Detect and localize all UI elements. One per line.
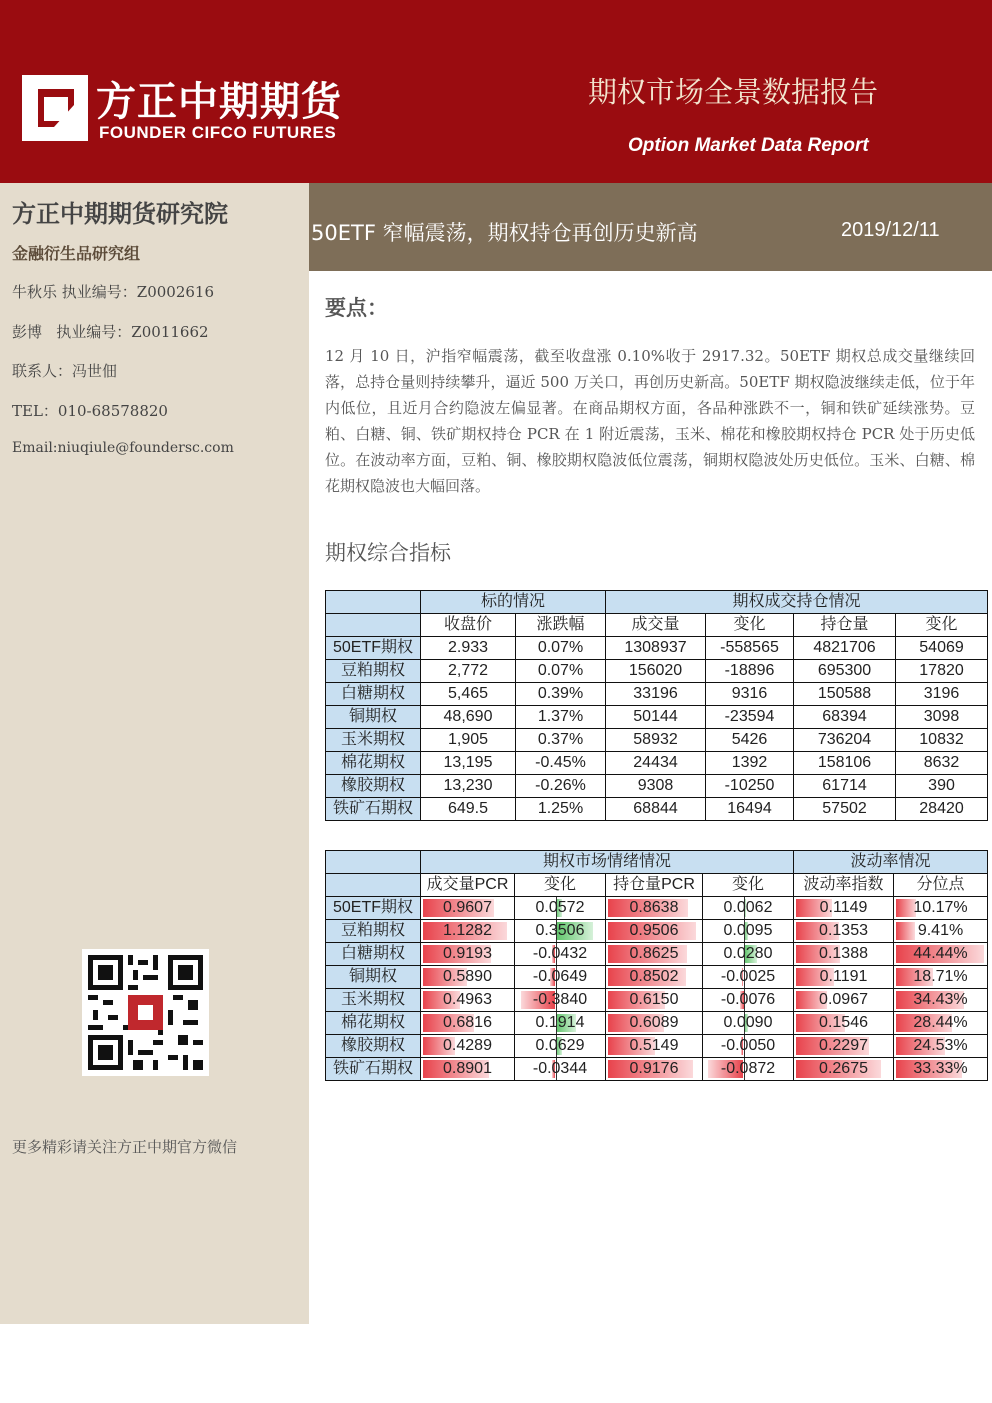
table-cell-oi-chg: 390 [896, 775, 988, 798]
table-cell-vol: 24434 [606, 752, 706, 775]
table-cell-opcr-chg [703, 1058, 794, 1081]
table-cell-opcr-chg [703, 1012, 794, 1035]
table-cell-oi: 695300 [794, 660, 896, 683]
row-label: 铁矿石期权 [326, 798, 421, 821]
table-cell-chg: 0.07% [516, 637, 606, 660]
row-label: 橡胶期权 [326, 775, 421, 798]
column-header: 成交量PCR [421, 874, 515, 897]
table-row [326, 706, 988, 729]
logo-text-cn: 方正中期期货 [96, 79, 342, 125]
wechat-qr-code [82, 949, 209, 1076]
table-cell-iv [794, 1035, 894, 1058]
row-label: 白糖期权 [326, 943, 421, 966]
org-name: 方正中期期货研究院 [12, 199, 228, 228]
table-cell-close: 2,772 [421, 660, 516, 683]
email[interactable]: Email:niuqiule@foundersc.com [12, 440, 234, 456]
table-cell-vol: 1308937 [606, 637, 706, 660]
table-row [326, 1035, 988, 1058]
cell-value: 44.44% [913, 945, 968, 962]
cell-value: 0.5890 [443, 968, 492, 985]
row-label: 豆粕期权 [326, 920, 421, 943]
table-row [326, 920, 988, 943]
contact-person: 联系人：冯世佃 [12, 362, 118, 380]
table-cell-chg: 1.25% [516, 798, 606, 821]
table-cell-oi: 150588 [794, 683, 896, 706]
cell-value: 0.2297 [819, 1037, 868, 1054]
table-cell-close: 5,465 [421, 683, 516, 706]
cell-value: 34.43% [913, 991, 968, 1008]
table-row [326, 989, 988, 1012]
corner-cell [326, 851, 421, 874]
column-header: 变化 [515, 874, 606, 897]
data-bar [896, 922, 915, 940]
table-cell-opcr [606, 989, 703, 1012]
table-cell-pct [894, 920, 988, 943]
table-cell-vpcr [421, 943, 515, 966]
cell-value: 0.1388 [819, 945, 868, 962]
report-title-cn: 期权市场全景数据报告 [588, 75, 879, 109]
table-cell-pct [894, 989, 988, 1012]
cell-value: 0.5149 [629, 1037, 679, 1054]
cell-value: -0.0076 [720, 991, 776, 1008]
report-date: 2019/12/11 [841, 219, 940, 241]
table-cell-vol-chg: -558565 [706, 637, 794, 660]
cell-value: 0.1353 [819, 922, 868, 939]
column-header: 持仓量 [794, 614, 896, 637]
table-cell-chg: 0.39% [516, 683, 606, 706]
cell-value: 18.71% [913, 968, 968, 985]
headline: 50ETF 窄幅震荡，期权持仓再创历史新高 [311, 221, 698, 245]
table-cell-vpcr [421, 1012, 515, 1035]
table-cell-vpcr-chg [515, 989, 606, 1012]
cell-value: 0.0280 [723, 945, 773, 962]
logo-text-en: FOUNDER CIFCO FUTURES [99, 123, 337, 142]
row-label: 豆粕期权 [326, 660, 421, 683]
cell-value: 0.9176 [629, 1060, 679, 1077]
table-cell-oi-chg: 54069 [896, 637, 988, 660]
table-cell-oi-chg: 10832 [896, 729, 988, 752]
section-heading: 期权综合指标 [325, 541, 451, 565]
table-cell-vol-chg: 16494 [706, 798, 794, 821]
row-label: 玉米期权 [326, 729, 421, 752]
table-cell-opcr [606, 1012, 703, 1035]
table-cell-close: 13,195 [421, 752, 516, 775]
group-header-volatility: 波动率情况 [794, 851, 988, 874]
table-cell-oi-chg: 17820 [896, 660, 988, 683]
table-cell-vpcr [421, 966, 515, 989]
table-cell-opcr-chg [703, 943, 794, 966]
cell-value: 0.6816 [443, 1014, 492, 1031]
table-cell-oi: 736204 [794, 729, 896, 752]
table-cell-opcr-chg [703, 989, 794, 1012]
table-cell-vpcr [421, 920, 515, 943]
research-group: 金融衍生品研究组 [12, 244, 141, 263]
follow-wechat-text: 更多精彩请关注方正中期官方微信 [12, 1138, 238, 1156]
cell-value: 0.8625 [629, 945, 679, 962]
row-label: 50ETF期权 [326, 897, 421, 920]
table-cell-chg: 1.37% [516, 706, 606, 729]
column-header: 持仓量PCR [606, 874, 703, 897]
table-cell-pct [894, 966, 988, 989]
cell-value: 0.6150 [629, 991, 679, 1008]
qr-code-icon [88, 955, 203, 1070]
table-cell-vpcr-chg [515, 943, 606, 966]
row-label: 铜期权 [326, 706, 421, 729]
cell-value: 0.9193 [443, 945, 492, 962]
table-row [326, 683, 988, 706]
table-cell-opcr [606, 966, 703, 989]
table-cell-opcr [606, 920, 703, 943]
table-cell-close: 1,905 [421, 729, 516, 752]
table-row [326, 1058, 988, 1081]
table-cell-opcr-chg [703, 1035, 794, 1058]
cell-value: -0.3840 [532, 991, 588, 1008]
report-title-en: Option Market Data Report [628, 135, 869, 156]
table-cell-vpcr [421, 989, 515, 1012]
cell-value: 0.1546 [819, 1014, 868, 1031]
cell-value: 24.53% [913, 1037, 968, 1054]
cell-value: 0.4289 [443, 1037, 492, 1054]
cell-value: 0.0090 [723, 1014, 773, 1031]
cell-value: 0.2675 [819, 1060, 868, 1077]
column-header: 成交量 [606, 614, 706, 637]
cell-value: 0.8638 [629, 899, 679, 916]
table-row [326, 966, 988, 989]
table-row [326, 943, 988, 966]
table-cell-pct [894, 1012, 988, 1035]
headline-bar [309, 183, 992, 271]
row-label: 白糖期权 [326, 683, 421, 706]
table-cell-iv [794, 1058, 894, 1081]
table-cell-oi: 61714 [794, 775, 896, 798]
table-cell-oi-chg: 8632 [896, 752, 988, 775]
table-cell-oi: 158106 [794, 752, 896, 775]
cell-value: 0.0095 [723, 922, 773, 939]
row-label: 铜期权 [326, 966, 421, 989]
cell-value: 0.0967 [819, 991, 868, 1008]
table-cell-chg: 0.07% [516, 660, 606, 683]
column-header: 波动率指数 [794, 874, 894, 897]
table-cell-vol: 33196 [606, 683, 706, 706]
table-row [326, 897, 988, 920]
cell-value: 0.0629 [535, 1037, 585, 1054]
cell-value: 33.33% [913, 1060, 968, 1077]
cell-value: -0.0025 [720, 968, 776, 985]
table-cell-vpcr [421, 1058, 515, 1081]
corner-cell [326, 591, 421, 614]
table-cell-close: 48,690 [421, 706, 516, 729]
table-cell-vol-chg: 1392 [706, 752, 794, 775]
table-cell-iv [794, 920, 894, 943]
group-header-trading: 期权成交持仓情况 [606, 591, 988, 614]
table-cell-chg: -0.45% [516, 752, 606, 775]
cell-value: 0.1149 [819, 899, 868, 916]
cell-value: -0.0344 [532, 1060, 588, 1077]
table-cell-vol-chg: -23594 [706, 706, 794, 729]
table-cell-vol-chg: 5426 [706, 729, 794, 752]
row-label: 铁矿石期权 [326, 1058, 421, 1081]
row-label: 50ETF期权 [326, 637, 421, 660]
table-cell-oi-chg: 3098 [896, 706, 988, 729]
table-cell-oi-chg: 3196 [896, 683, 988, 706]
table-cell-vol: 9308 [606, 775, 706, 798]
table-cell-iv [794, 943, 894, 966]
row-label: 玉米期权 [326, 989, 421, 1012]
company-logo-icon [22, 75, 88, 141]
group-header-sentiment: 期权市场情绪情况 [421, 851, 794, 874]
row-label: 棉花期权 [326, 752, 421, 775]
table-cell-opcr [606, 897, 703, 920]
keypoints-heading: 要点： [325, 295, 388, 320]
cell-value: 28.44% [913, 1014, 968, 1031]
corner-cell [326, 614, 421, 637]
table-cell-iv [794, 1012, 894, 1035]
sidebar [0, 183, 309, 1324]
table-cell-vpcr-chg [515, 1035, 606, 1058]
cell-value: 0.1191 [819, 968, 868, 985]
table-cell-pct [894, 1035, 988, 1058]
table-cell-vpcr-chg [515, 920, 606, 943]
table-cell-vpcr-chg [515, 966, 606, 989]
table-cell-vpcr [421, 1035, 515, 1058]
underlying-and-trading-table [325, 590, 988, 821]
table-cell-vol: 50144 [606, 706, 706, 729]
table-cell-vpcr [421, 897, 515, 920]
column-header: 变化 [706, 614, 794, 637]
author-2: 彭博 执业编号：Z0011662 [12, 323, 209, 341]
table-cell-pct [894, 897, 988, 920]
cell-value: 0.8502 [629, 968, 679, 985]
keypoints-summary: 12 月 10 日，沪指窄幅震荡，截至收盘涨 0.10%收于 2917.32。50ETF 期权总成交量继续回落，总持仓量则持续攀升，逼近 500 万关口，再创历史新高。50ETF 期权隐波继续走低，位于年内低位，且近月合约隐波左偏显著。在商品期权方面，各品种涨跌不一，铜和铁矿延续涨势。豆粕、白糖、铜、铁矿期权持仓 PCR 在 1 附近震荡，玉米、棉花和橡胶期权持仓 PCR 处于历史低位。在波动率方面，豆粕、铜、橡胶期权隐波低位震荡，铜期权隐波处历史低位。玉米、白糖、棉花期权隐波也大幅回落。 [325, 347, 975, 495]
table-cell-close: 649.5 [421, 798, 516, 821]
table-cell-chg: 0.37% [516, 729, 606, 752]
cell-value: 9.41% [917, 922, 964, 939]
table-cell-opcr [606, 943, 703, 966]
table-cell-opcr [606, 1058, 703, 1081]
column-header: 收盘价 [421, 614, 516, 637]
cell-value: 0.4963 [443, 991, 492, 1008]
table-row [326, 729, 988, 752]
telephone: TEL：010-68578820 [12, 402, 168, 420]
table-row [326, 637, 988, 660]
table-cell-chg: -0.26% [516, 775, 606, 798]
cell-value: 0.1914 [535, 1014, 585, 1031]
row-label: 棉花期权 [326, 1012, 421, 1035]
table-cell-opcr-chg [703, 920, 794, 943]
table-cell-opcr-chg [703, 966, 794, 989]
column-header: 分位点 [894, 874, 988, 897]
column-header: 变化 [703, 874, 794, 897]
table-cell-vol-chg: -10250 [706, 775, 794, 798]
table-cell-vol: 58932 [606, 729, 706, 752]
table-cell-vpcr-chg [515, 1012, 606, 1035]
table-cell-vol: 156020 [606, 660, 706, 683]
table-cell-opcr [606, 1035, 703, 1058]
cell-value: 0.0572 [535, 899, 585, 916]
table-cell-iv [794, 989, 894, 1012]
table-cell-vol-chg: 9316 [706, 683, 794, 706]
table-cell-close: 13,230 [421, 775, 516, 798]
table-cell-iv [794, 897, 894, 920]
cell-value: 0.9607 [443, 899, 492, 916]
group-header-underlying: 标的情况 [421, 591, 606, 614]
cell-value: 10.17% [913, 899, 968, 916]
table-cell-opcr-chg [703, 897, 794, 920]
cell-value: 0.0062 [723, 899, 773, 916]
cell-value: 0.3506 [535, 922, 585, 939]
table-row [326, 775, 988, 798]
column-header: 涨跌幅 [516, 614, 606, 637]
report-header [0, 0, 992, 183]
cell-value: -0.0432 [532, 945, 588, 962]
table-row [326, 752, 988, 775]
cell-value: -0.0649 [532, 968, 588, 985]
table-row [326, 1012, 988, 1035]
table-cell-pct [894, 943, 988, 966]
author-1: 牛秋乐 执业编号：Z0002616 [12, 283, 214, 301]
table-cell-iv [794, 966, 894, 989]
cell-value: 1.1282 [443, 922, 492, 939]
column-header: 变化 [896, 614, 988, 637]
sentiment-and-volatility-table [325, 850, 988, 1081]
cell-value: 0.8901 [443, 1060, 492, 1077]
cell-value: 0.6089 [629, 1014, 679, 1031]
table-cell-pct [894, 1058, 988, 1081]
table-cell-vol: 68844 [606, 798, 706, 821]
table-cell-oi: 4821706 [794, 637, 896, 660]
corner-cell [326, 874, 421, 897]
table-cell-vol-chg: -18896 [706, 660, 794, 683]
table-cell-oi: 57502 [794, 798, 896, 821]
cell-value: -0.0872 [720, 1060, 776, 1077]
cell-value: 0.9506 [629, 922, 679, 939]
table-cell-vpcr-chg [515, 1058, 606, 1081]
table-cell-oi-chg: 28420 [896, 798, 988, 821]
cell-value: -0.0050 [720, 1037, 776, 1054]
table-cell-close: 2.933 [421, 637, 516, 660]
table-row [326, 660, 988, 683]
table-cell-oi: 68394 [794, 706, 896, 729]
table-row [326, 798, 988, 821]
table-cell-vpcr-chg [515, 897, 606, 920]
row-label: 橡胶期权 [326, 1035, 421, 1058]
